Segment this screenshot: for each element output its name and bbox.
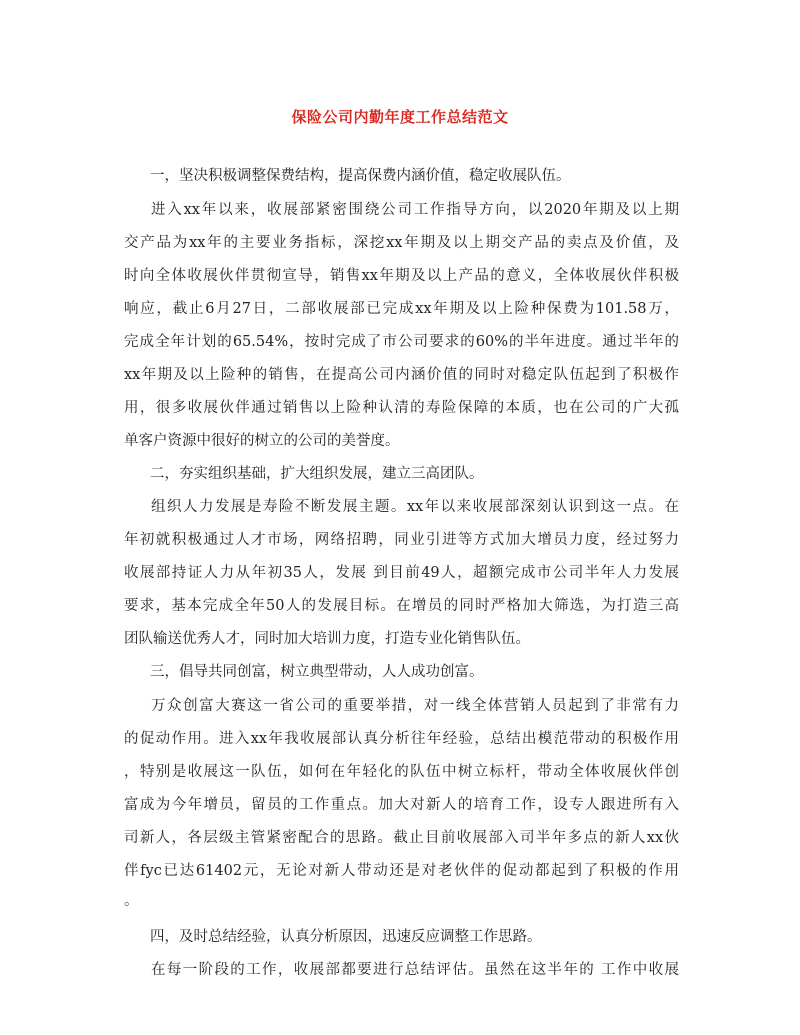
paragraph-line: 完成全年计划的65.54%，按时完成了市公司要求的60%的半年进度。通过半年的 — [124, 334, 679, 350]
section-heading-3: 三，倡导共同创富，树立典型带动，人人成功创富。 — [150, 664, 484, 680]
paragraph-line: 。 — [124, 893, 139, 909]
paragraph-line: xx年期及以上险种的销售，在提高公司内涵价值的同时对稳定队伍起到了积极作 — [124, 367, 679, 383]
paragraph-line: 单客户资源中很好的树立的公司的美誉度。 — [124, 433, 400, 449]
paragraph-line: 在每一阶段的工作，收展部都要进行总结评估。虽然在这半年的 工作中收展 — [151, 962, 679, 978]
paragraph-line: 交产品为xx年的主要业务指标，深挖xx年期及以上期交产品的卖点及价值，及 — [124, 235, 679, 251]
document-title: 保险公司内勤年度工作总结范文 — [291, 108, 509, 126]
paragraph-line: 收展部持证人力从年初35人，发展 到目前49人，超额完成市公司半年人力发展 — [124, 565, 679, 581]
paragraph-line: 要求，基本完成全年50人的发展目标。在增员的同时严格加大筛选，为打造三高 — [124, 598, 679, 614]
section-heading-4: 四，及时总结经验，认真分析原因，迅速反应调整工作思路。 — [150, 929, 542, 945]
paragraph-line: 年初就积极通过人才市场，网络招聘，同业引进等方式加大增员力度，经过努力 — [124, 532, 679, 548]
paragraph-line: 用，很多收展伙伴通过销售以上险种认清的寿险保障的本质，也在公司的广大孤 — [124, 400, 679, 416]
paragraph-line: 司新人，各层级主管紧密配合的思路。截止目前收展部入司半年多点的新人xx伙 — [124, 830, 679, 846]
paragraph-line: 响应，截止6月27日，二部收展部已完成xx年期及以上险种保费为101.58万， — [124, 301, 679, 317]
paragraph-line: 组织人力发展是寿险不断发展主题。xx年以来收展部深刻认识到这一点。在 — [151, 499, 679, 515]
paragraph-line: 进入xx年以来，收展部紧密围绕公司工作指导方向，以2020年期及以上期 — [151, 202, 679, 218]
paragraph-line: 伴fyc已达61402元，无论对新人带动还是对老伙伴的促动都起到了积极的作用 — [124, 863, 679, 879]
paragraph-line: ，特别是收展这一队伍，如何在年轻化的队伍中树立标杆，带动全体收展伙伴创 — [124, 764, 679, 780]
section-heading-2: 二，夯实组织基础，扩大组织发展，建立三高团队。 — [150, 466, 484, 482]
paragraph-line: 的促动作用。进入xx年我收展部认真分析往年经验，总结出模范带动的积极作用 — [124, 731, 679, 747]
paragraph-line: 万众创富大赛这一省公司的重要举措，对一线全体营销人员起到了非常有力 — [151, 698, 679, 714]
section-heading-1: 一，坚决积极调整保费结构，提高保费内涵价值，稳定收展队伍。 — [150, 168, 571, 184]
paragraph-line: 富成为今年增员，留员的工作重点。加大对新人的培育工作，设专人跟进所有入 — [124, 797, 679, 813]
paragraph-line: 团队输送优秀人才，同时加大培训力度，打造专业化销售队伍。 — [124, 631, 530, 647]
paragraph-line: 时向全体收展伙伴贯彻宣导，销售xx年期及以上产品的意义，全体收展伙伴积极 — [124, 268, 679, 284]
